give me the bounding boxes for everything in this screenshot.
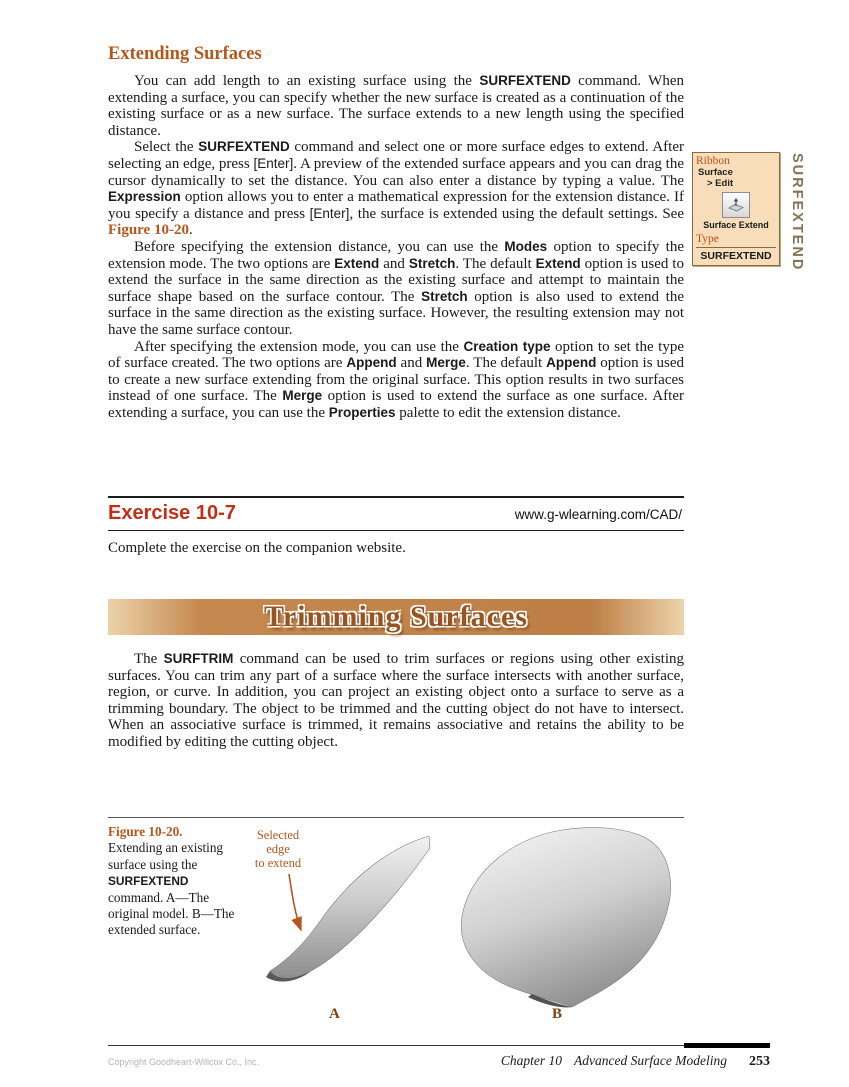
footer-rule bbox=[108, 1043, 770, 1048]
annotation-line-3: to extend bbox=[254, 856, 302, 870]
trimming-text-column bbox=[108, 651, 684, 751]
paragraph-2: Select the SURFEXTEND command and select one or more surface edges to extend. After selecting an edge, press [Enter]. A preview of the extended surface appears and you can drag the cursor dynamically to set the distance. You can also enter a distance by typing a value. The Expression option allows you to enter a mathematical expression for the extension distance. If you specify a distance and press [Enter], the surface is extended using the default settings. See Figure 10-20. bbox=[108, 139, 684, 239]
section-heading: Extending Surfaces bbox=[108, 44, 262, 64]
surface-extend-glyph bbox=[727, 197, 745, 213]
main-text-column bbox=[108, 44, 684, 421]
exercise-header bbox=[108, 498, 684, 530]
figure-canvas bbox=[232, 822, 692, 1027]
page-footer bbox=[108, 1043, 770, 1070]
paragraph-3: Before specifying the extension distance, you can use the Modes option to specify the extension mode. The two options are Extend and Stretch. The default Extend option is used to extend the surface in the same direction as the existing surface and attempt to maintain the surface shape based on the surface contour. The Stretch option is also used to extend the surface in the same direction as the existing surface. However, the resulting extension may not have the same surface contour. bbox=[108, 238, 684, 338]
footer-rule-thick bbox=[684, 1043, 770, 1048]
figure-label-a: A bbox=[329, 1006, 340, 1022]
surface-b bbox=[461, 828, 670, 1007]
ribbon-reference-box bbox=[692, 152, 780, 266]
annotation-line-1: Selected bbox=[256, 828, 300, 842]
paragraph-trim: The SURFTRIM command can be used to trim surfaces or regions using other existing surfaces. You can trim any part of a surface where the surface intersects with another surface, region, or curve. In addition, you can project an existing object onto a surface to serve as a trimming boundary. The object to be trimmed and the cutting object do not have to intersect. When an associative surface is trimmed, it remains associative and retains the ability to be modified by editing the cutting object. bbox=[108, 651, 684, 750]
figure-annotation bbox=[242, 828, 314, 870]
exercise-block bbox=[108, 496, 684, 557]
annotation-line-2: edge bbox=[266, 842, 290, 856]
figure-caption bbox=[108, 824, 240, 939]
exercise-instruction: Complete the exercise on the companion website. bbox=[108, 540, 406, 556]
command-name: SURFEXTEND bbox=[696, 247, 776, 262]
exercise-title: Exercise 10-7 bbox=[108, 502, 236, 524]
ribbon-path-panel: > Edit bbox=[707, 178, 734, 189]
extend-arrow bbox=[289, 874, 301, 930]
surface-extend-icon bbox=[722, 192, 750, 218]
chapter-number: Chapter 10 bbox=[500, 1053, 563, 1068]
footer-row bbox=[108, 1052, 770, 1070]
figure-caption-text: Extending an existing surface using the SURFEXTEND command. A—The original model. B—The extended surface. bbox=[108, 840, 235, 938]
ribbon-path bbox=[698, 167, 776, 189]
exercise-companion-url: www.g-wlearning.com/CAD/ bbox=[514, 507, 682, 522]
exercise-bottom-rule bbox=[108, 530, 684, 531]
figure-label-b: B bbox=[552, 1006, 563, 1022]
figure-divider-rule bbox=[108, 817, 684, 818]
copyright-text: Copyright Goodheart-Willcox Co., Inc. bbox=[108, 1057, 260, 1067]
paragraph-1: You can add length to an existing surface using the SURFEXTEND command. When extending a surface, you can specify whether the new surface is created as a continuation of the existing surface or as a new surface. The surface extends to a new length using the specified distance. bbox=[108, 73, 684, 139]
figure-caption-label: Figure 10-20. bbox=[108, 824, 183, 839]
page-number: 253 bbox=[749, 1054, 770, 1069]
ribbon-path-tab: Surface bbox=[698, 167, 733, 178]
margin-tab-command: SURFEXTEND bbox=[789, 153, 805, 272]
paragraph-4: After specifying the extension mode, you can use the Creation type option to set the type of surface created. The two options are Append and Merge. The default Append option is used to create a new surface extending from the original surface. This option results in two surfaces instead of one surface. The Merge option is used to extend the surface as one surface. After extending a surface, you can use the Properties palette to edit the extension distance. bbox=[108, 338, 684, 421]
chapter-title: Advanced Surface Modeling bbox=[574, 1053, 727, 1068]
ribbon-tool-label: Surface Extend bbox=[703, 220, 769, 230]
section-banner-title: Trimming Surfaces bbox=[264, 600, 528, 633]
footer-chapter-group bbox=[501, 1052, 770, 1070]
ribbon-section-label: Ribbon bbox=[696, 155, 730, 167]
type-section-label: Type bbox=[696, 233, 719, 245]
footer-rule-thin bbox=[108, 1045, 684, 1046]
section-banner bbox=[108, 599, 684, 635]
